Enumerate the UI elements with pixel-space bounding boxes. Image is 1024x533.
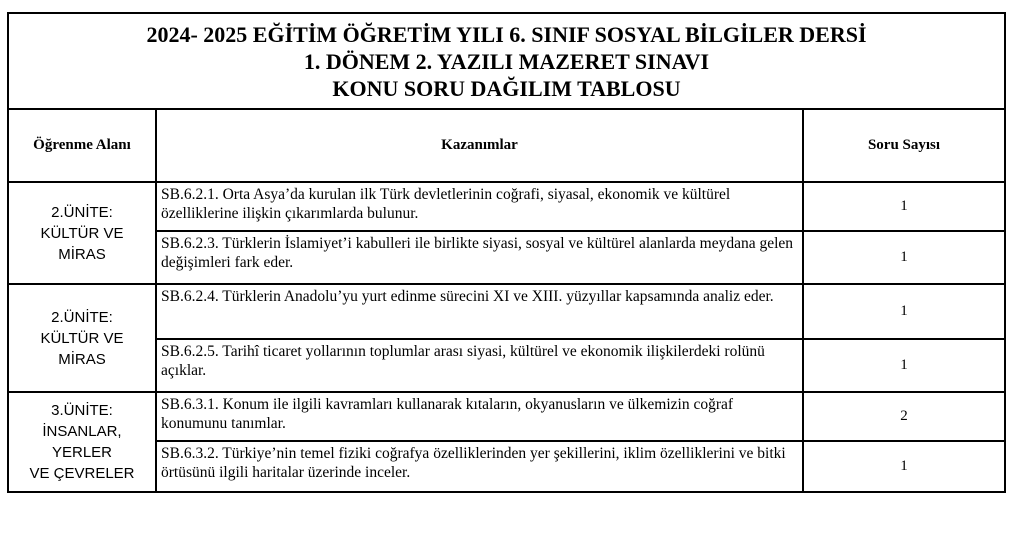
question-count-cell: 1 [803, 284, 1005, 339]
area-line: MİRAS [58, 350, 106, 368]
kazanim-cell: SB.6.3.1. Konum ile ilgili kavramları kullanarak kıtaların, okyanusların ve ülkemizin coğraf konumunu tanımlar. [156, 392, 803, 441]
learning-area-cell [8, 284, 156, 392]
area-line: 2.ÜNİTE: [51, 308, 113, 326]
title-line-1: 2024- 2025 EĞİTİM ÖĞRETİM YILI 6. SINIF SOSYAL BİLGİLER DERSİ [146, 21, 867, 47]
distribution-table [7, 12, 1006, 493]
table-row [8, 441, 1005, 492]
area-line: İNSANLAR, [42, 423, 122, 440]
table-row [8, 182, 1005, 231]
area-line: KÜLTÜR VE [40, 224, 124, 242]
question-count-cell: 1 [803, 182, 1005, 231]
table-row [8, 284, 1005, 339]
table-row [8, 231, 1005, 284]
question-count-cell: 2 [803, 392, 1005, 441]
learning-area-cell [8, 392, 156, 492]
area-line: KÜLTÜR VE [40, 329, 124, 347]
kazanim-cell: SB.6.2.4. Türklerin Anadolu’yu yurt edinme sürecini XI ve XIII. yüzyıllar kapsamında analiz eder. [156, 284, 803, 339]
area-line: 3.ÜNİTE: [51, 402, 113, 419]
title-line-2: 1. DÖNEM 2. YAZILI MAZERET SINAVI [303, 48, 710, 74]
area-line: MİRAS [58, 245, 106, 263]
header-area: Öğrenme Alanı [8, 109, 156, 182]
table-row [8, 392, 1005, 441]
kazanim-cell: SB.6.3.2. Türkiye’nin temel fiziki coğrafya özelliklerinden yer şekillerini, iklim özelliklerini ve bitki örtüsünü ilgili haritalar üzerinde inceler. [156, 441, 803, 492]
title-line-3: KONU SORU DAĞILIM TABLOSU [332, 75, 681, 101]
document-title [8, 13, 1005, 109]
header-kazanim: Kazanımlar [156, 109, 803, 182]
question-count-cell: 1 [803, 441, 1005, 492]
table-row [8, 339, 1005, 392]
question-count-cell: 1 [803, 231, 1005, 284]
area-line: 2.ÜNİTE: [51, 203, 113, 221]
kazanim-cell: SB.6.2.1. Orta Asya’da kurulan ilk Türk devletlerinin coğrafi, siyasal, ekonomik ve kültürel özelliklerine ilişkin çıkarımlarda bulunur. [156, 182, 803, 231]
kazanim-cell: SB.6.2.3. Türklerin İslamiyet’i kabulleri ile birlikte siyasi, sosyal ve kültürel alanlarda meydana gelen değişimleri fark eder. [156, 231, 803, 284]
kazanim-cell: SB.6.2.5. Tarihî ticaret yollarının toplumlar arası siyasi, kültürel ve ekonomik ilişkilerdeki rolünü açıklar. [156, 339, 803, 392]
learning-area-cell [8, 182, 156, 284]
area-line: VE ÇEVRELER [29, 465, 135, 482]
area-line: YERLER [51, 444, 113, 461]
header-count: Soru Sayısı [803, 109, 1005, 182]
question-count-cell: 1 [803, 339, 1005, 392]
